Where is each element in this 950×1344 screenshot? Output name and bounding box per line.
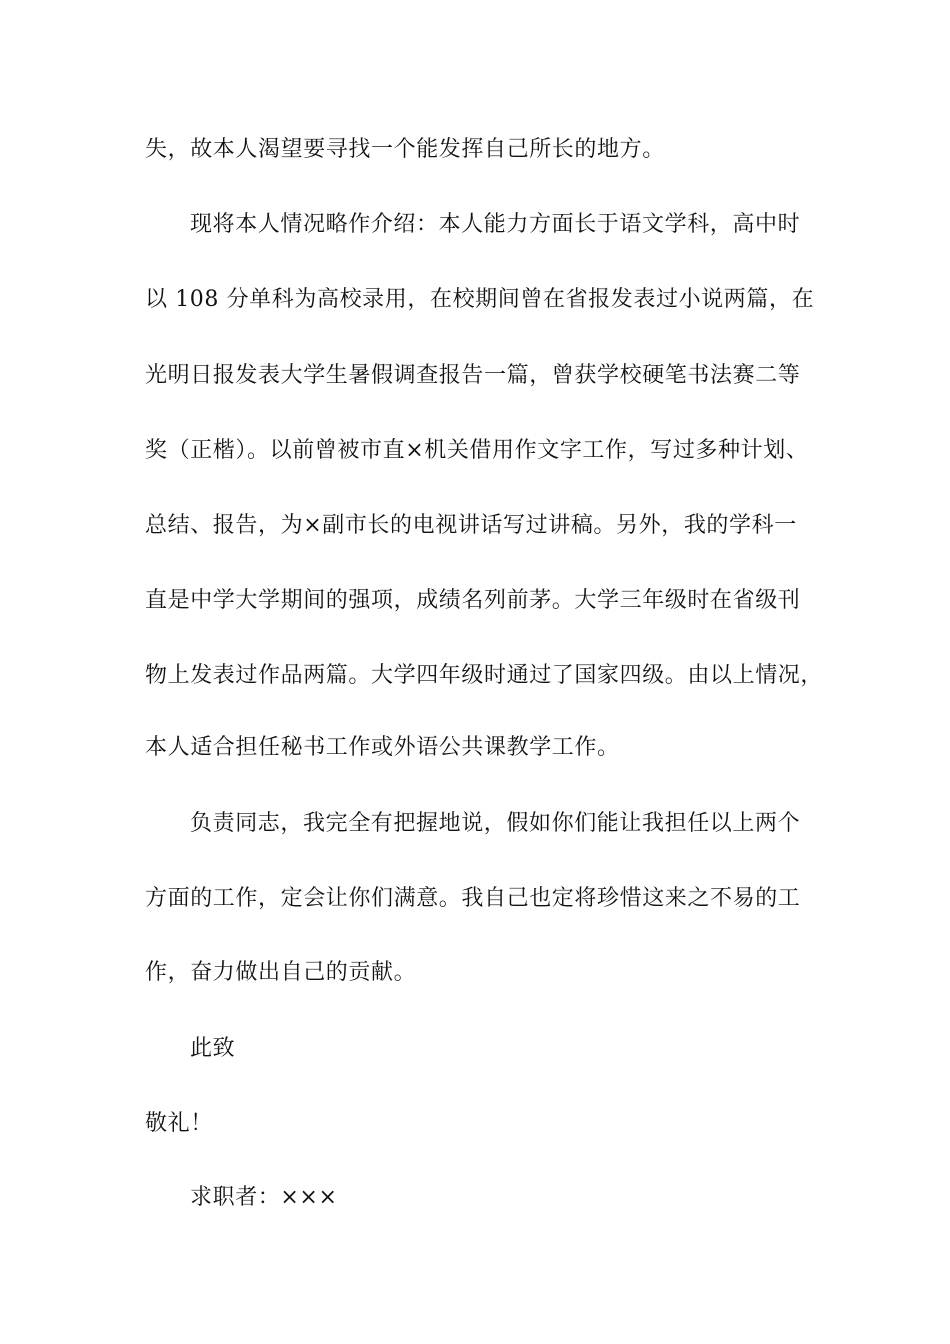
paragraph-line: 光明日报发表大学生暑假调查报告一篇，曾获学校硬笔书法赛二等 xyxy=(145,363,801,388)
paragraph-line: 物上发表过作品两篇。大学四年级时通过了国家四级。由以上情况， xyxy=(145,663,824,688)
paragraph-line: 总结、报告，为×副市长的电视讲话写过讲稿。另外，我的学科一 xyxy=(145,513,797,538)
paragraph-line: 本人适合担任秘书工作或外语公共课教学工作。 xyxy=(145,735,620,760)
paragraph-line: 方面的工作，定会让你们满意。我自己也定将珍惜这来之不易的工 xyxy=(145,886,801,911)
closing-salutation: 此致 xyxy=(190,1036,236,1061)
signature-line: 求职者：××× xyxy=(190,1185,338,1210)
paragraph-line: 奖（正楷）。以前曾被市直×机关借用作文字工作，写过多种计划、 xyxy=(145,438,809,463)
closing-regards: 敬礼！ xyxy=(145,1111,213,1136)
paragraph-line: 负责同志，我完全有把握地说，假如你们能让我担任以上两个 xyxy=(190,811,801,836)
paragraph-line: 现将本人情况略作介绍：本人能力方面长于语文学科，高中时 xyxy=(190,212,801,237)
paragraph-line: 失，故本人渴望要寻找一个能发挥自己所长的地方。 xyxy=(145,137,665,162)
paragraph-line: 作，奋力做出自己的贡献。 xyxy=(145,960,417,985)
paragraph-line: 直是中学大学期间的强项，成绩名列前茅。大学三年级时在省级刊 xyxy=(145,588,801,613)
paragraph-line: 以 108 分单科为高校录用，在校期间曾在省报发表过小说两篇，在 xyxy=(145,287,815,312)
